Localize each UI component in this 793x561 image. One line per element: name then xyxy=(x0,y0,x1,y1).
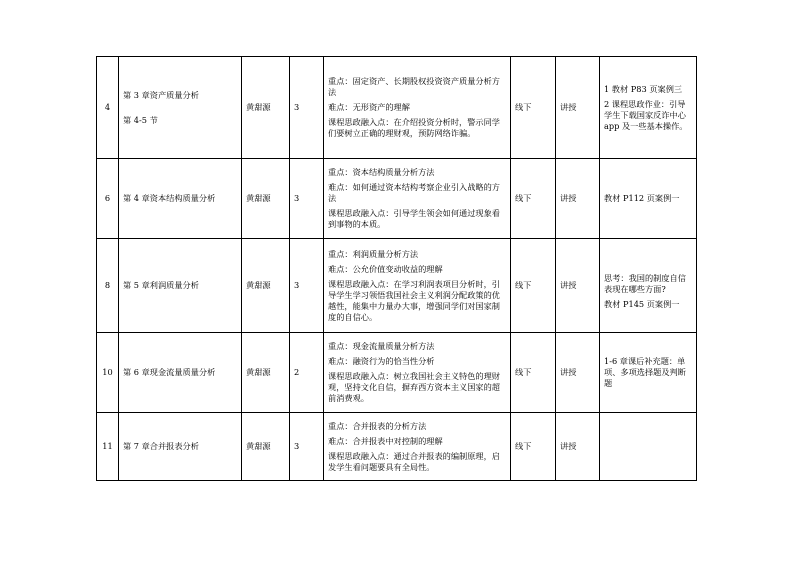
content-cell xyxy=(324,239,511,333)
hours-cell: 3 xyxy=(290,413,324,481)
ideology-point: 课程思政融入点：在介绍投资分析时，警示同学们要树立正确的理财观，预防网络诈骗。 xyxy=(328,117,500,138)
chapter-cell xyxy=(119,159,242,239)
content-cell xyxy=(324,413,511,481)
chapter-cell xyxy=(119,413,242,481)
method-cell: 讲授 xyxy=(556,239,600,333)
ideology-point: 课程思政融入点：树立我国社会主义特色的理财观，坚持文化自信，摒弃西方资本主义国家的超前消费观。 xyxy=(328,371,500,403)
key-point: 重点：资本结构质量分析方法 xyxy=(328,167,435,177)
table-row xyxy=(97,239,697,333)
mode-cell: 线下 xyxy=(511,333,556,413)
mode-cell: 线下 xyxy=(511,239,556,333)
note-item: 1-6 章课后补充题：单项、多项选择题及判断题 xyxy=(604,356,686,388)
difficulty-point: 难点：融资行为的恰当性分析 xyxy=(328,356,435,366)
key-point: 重点：合并报表的分析方法 xyxy=(328,420,427,431)
mode-cell: 线下 xyxy=(511,413,556,481)
table-row xyxy=(97,159,697,239)
teacher-cell: 黄甜源 xyxy=(242,159,290,239)
content-cell xyxy=(324,159,511,239)
notes-cell xyxy=(600,413,697,481)
week-cell: 10 xyxy=(97,333,119,413)
note-item: 教材 P145 页案例一 xyxy=(604,299,680,309)
chapter-cell xyxy=(119,239,242,333)
notes-cell xyxy=(600,239,697,333)
note-item: 教材 P112 页案例一 xyxy=(604,193,680,203)
chapter-title: 第 7 章合并报表分析 xyxy=(123,441,199,451)
hours-cell: 3 xyxy=(290,57,324,159)
key-point: 重点：利润质量分析方法 xyxy=(328,248,419,259)
note-item: 1 教材 P83 页案例三 xyxy=(604,83,683,94)
table-row xyxy=(97,413,697,481)
note-item: 2 课程思政作业：引导学生下载国家反诈中心 app 及一些基本操作。 xyxy=(604,98,688,131)
content-cell xyxy=(324,333,511,413)
table-row xyxy=(97,333,697,413)
chapter-title: 第 4 章资本结构质量分析 xyxy=(123,193,216,203)
teacher-cell: 黄甜源 xyxy=(242,333,290,413)
teacher-cell: 黄甜源 xyxy=(242,413,290,481)
mode-cell: 线下 xyxy=(511,159,556,239)
key-point: 重点：固定资产、长期股权投资资产质量分析方法 xyxy=(328,76,500,97)
week-cell: 6 xyxy=(97,159,119,239)
hours-cell: 3 xyxy=(290,159,324,239)
chapter-title: 第 5 章利润质量分析 xyxy=(123,280,199,290)
week-cell: 4 xyxy=(97,57,119,159)
teacher-cell: 黄甜源 xyxy=(242,239,290,333)
ideology-point: 课程思政融入点：引导学生领会如何通过现象看到事物的本质。 xyxy=(328,208,500,229)
notes-cell xyxy=(600,57,697,159)
notes-cell xyxy=(600,159,697,239)
week-cell: 8 xyxy=(97,239,119,333)
key-point: 重点：现金流量质量分析方法 xyxy=(328,341,435,351)
teacher-cell: 黄甜源 xyxy=(242,57,290,159)
hours-cell: 2 xyxy=(290,333,324,413)
method-cell: 讲授 xyxy=(556,333,600,413)
course-schedule-table xyxy=(96,56,697,481)
notes-cell xyxy=(600,333,697,413)
chapter-title: 第 6 章现金流量质量分析 xyxy=(123,367,216,377)
ideology-point: 课程思政融入点：通过合并报表的编制原理，启发学生看问题要具有全局性。 xyxy=(328,450,500,472)
method-cell: 讲授 xyxy=(556,159,600,239)
difficulty-point: 难点：无形资产的理解 xyxy=(328,102,410,112)
mode-cell: 线下 xyxy=(511,57,556,159)
chapter-section: 第 4-5 节 xyxy=(123,114,158,125)
method-cell: 讲授 xyxy=(556,413,600,481)
content-cell xyxy=(324,57,511,159)
difficulty-point: 难点：公允价值变动收益的理解 xyxy=(328,263,443,274)
difficulty-point: 难点：如何通过资本结构考察企业引入战略的方法 xyxy=(328,182,500,203)
chapter-cell xyxy=(119,333,242,413)
hours-cell: 3 xyxy=(290,239,324,333)
difficulty-point: 难点：合并报表中对控制的理解 xyxy=(328,435,443,446)
table-row xyxy=(97,57,697,159)
note-item: 思考：我国的制度自信表现在哪些方面? xyxy=(604,273,686,294)
ideology-point: 课程思政融入点：在学习利润表项目分析时，引导学生学习领悟我国社会主义利润分配政策的优越性，能集中力量办大事，增强同学们对国家制度的自信心。 xyxy=(328,278,500,322)
method-cell: 讲授 xyxy=(556,57,600,159)
week-cell: 11 xyxy=(97,413,119,481)
chapter-title: 第 3 章资产质量分析 xyxy=(123,89,199,100)
chapter-cell xyxy=(119,57,242,159)
